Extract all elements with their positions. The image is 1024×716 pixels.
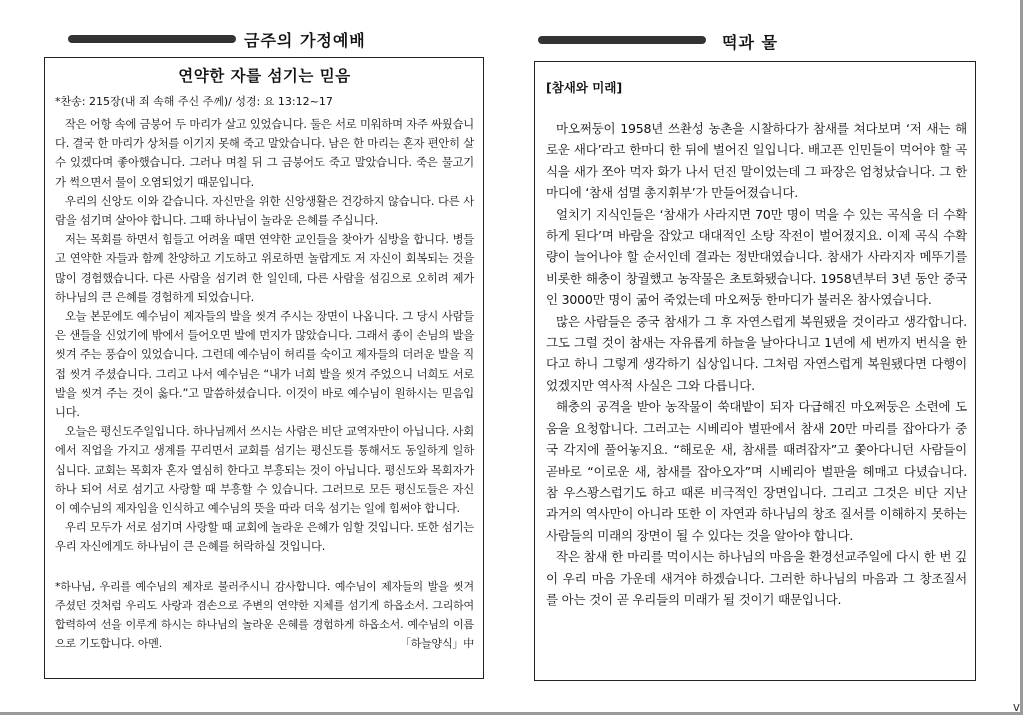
closing-prayer [55, 577, 474, 653]
paragraph: 얼치기 지식인들은 ‘참새가 사라지면 70만 명이 먹을 수 있는 곡식을 더 수확하게 된다’며 바람을 잡았고 대대적인 소탕 작전이 벌어졌지요. 이제 곡식 수확량이 늘어나야 할 순서인데 결과는 정반대였습니다. 참새가 사라지자 메뚜기를 비롯한 해충이 창궐했고 농작물은 초토화됐습니다. 1958년부터 3년 동안 중국인 3000만 명이 굶어 죽었는데 마오쩌둥 한마디가 불러온 참사였습니다. [546, 206, 967, 308]
paragraph: 우리의 신앙도 이와 같습니다. 자신만을 위한 신앙생활은 건강하지 않습니다. 다른 사람을 섬기며 살아야 합니다. 그때 하나님이 놀라운 은혜를 주십니다. [55, 194, 474, 228]
article-title: 연약한 자를 섬기는 믿음 [178, 67, 351, 85]
paragraph: 해충의 공격을 받아 농작물이 쑥대밭이 되자 다급해진 마오쩌둥은 소련에 도움을 요청합니다. 그러고는 시베리아 벌판에서 참새 20만 마리를 잡아다가 중국 각지에 풀어놓지요. “해로운 새, 참새를 때려잡자”고 쫓아다니던 사람들이 곧바로 “이로운 새, 참새를 잡아오자”며 시베리아 벌판을 헤매고 다녔습니다. 참 우스꽝스럽기도 하고 때론 비극적인 장면입니다. 그리고 그것은 비단 지난 과거의 역사만이 아니라 또한 이 자연과 하나님의 창조 질서를 이해하지 못하는 사람들의 미래의 장면이 될 수 있다는 것을 알아야 합니다. [546, 399, 967, 543]
paragraph: 오늘 본문에도 예수님이 제자들의 발을 씻겨 주시는 장면이 나옵니다. 그 당시 사람들은 샌들을 신었기에 밖에서 들어오면 발에 먼지가 많았습니다. 그래서 종이 손님의 발을 씻겨 주는 풍습이 있었습니다. 그런데 예수님이 허리를 숙이고 제자들의 더러운 발을 직접 씻겨 주셨습니다. 그리고 나서 예수님은 “내가 너희 발을 씻겨 주었으니 너희도 서로 발을 씻겨 주는 것이 옳다.”고 말씀하셨습니다. 이것이 바로 예수님이 원하시는 믿음입니다. [55, 310, 474, 420]
paragraph: 저는 목회를 하면서 힘들고 어려울 때면 연약한 교인들을 찾아가 심방을 합니다. 병들고 연약한 자들과 함께 찬양하고 기도하고 위로하면 놀랍게도 저 자신이 회복되는 것을 많이 경험했습니다. 다른 사람을 섬기려 한 일인데, 다른 사람을 섬김으로 오히려 제가 하나님의 큰 은혜를 경험하게 되었습니다. [55, 233, 474, 304]
bread-and-water-box [534, 61, 976, 681]
hymn-scripture-info: *찬송: 215장(내 죄 속해 주신 주께)/ 성경: 요 13:12~17 [55, 95, 333, 108]
corner-mark: v [1012, 700, 1020, 714]
prayer-text: *하나님, 우리를 예수님의 제자로 불러주시니 감사합니다. 예수님이 제자들의 발을 씻겨 주셨던 것처럼 우리도 사랑과 겸손으로 주변의 연약한 지체를 섬기게 하옵소서. 그리하여 합력하여 선을 이루게 하시는 하나님의 놀라운 은혜를 경험하게 하옵소서. 예수님의 이름으로 기도합니다. 아멘. [55, 579, 474, 650]
left-section-title: 금주의 가정예배 [244, 31, 366, 50]
paragraph: 작은 어항 속에 금붕어 두 마리가 살고 있었습니다. 둘은 서로 미워하며 자주 싸웠습니다. 결국 한 마리가 상처를 이기지 못해 죽고 말았습니다. 남은 한 마리는 혼자 편안히 살 수 있겠다며 좋아했습니다. 그러나 며칠 뒤 그 금붕어도 죽고 말았습니다. 죽은 물고기가 썩으면서 물이 오염되었기 때문입니다. [55, 118, 474, 189]
right-header-bar [538, 36, 706, 44]
source-credit: 「하늘양식」中 [399, 636, 474, 650]
family-worship-box [44, 57, 484, 679]
paragraph: 마오쩌둥이 1958년 쓰촨성 농촌을 시찰하다가 참새를 쳐다보며 ‘저 새는 해로운 새다’라고 한마디 한 뒤에 벌어진 일입니다. 배고픈 인민들이 먹어야 할 곡식을 새가 쪼아 먹자 화가 나서 던진 말이었는데 그 파장은 엄청났습니다. 그 한마디에 ‘참새 섬멸 총지휘부’가 만들어졌습니다. [546, 121, 967, 201]
paragraph: 많은 사람들은 중국 참새가 그 후 자연스럽게 복원됐을 것이라고 생각합니다. 그도 그럴 것이 참새는 자유롭게 하늘을 날아다니고 1년에 세 번까지 번식을 한다고 하니 그렇게 생각하기 십상입니다. 그처럼 자연스럽게 복원됐다면 다행이었겠지만 역사적 사실은 그와 다릅니다. [546, 313, 967, 393]
left-header-bar [68, 35, 236, 43]
right-section-title: 떡과 물 [722, 33, 778, 52]
paragraph: 오늘은 평신도주일입니다. 하나님께서 쓰시는 사람은 비단 교역자만이 아닙니다. 사회에서 직업을 가지고 생계를 꾸리면서 교회를 섬기는 평신도를 통해서도 동일하게 일하십니다. 교회는 목회자 혼자 열심히 한다고 부흥되는 것이 아닙니다. 평신도와 목회자가 하나 되어 서로 섬기고 사랑할 때 부흥할 수 있습니다. 그러므로 모든 평신도들은 자신이 예수님의 제자임을 인식하고 예수님의 뜻을 따라 더욱 섬기는 일에 힘써야 합니다. [55, 425, 474, 516]
paragraph: 작은 참새 한 마리를 먹이시는 하나님의 마음을 환경선교주일에 다시 한 번 깊이 우리 마음 가운데 새겨야 하겠습니다. 그러한 하나님의 마음과 그 창조질서를 아는 것이 곧 우리들의 미래가 될 것이기 때문입니다. [546, 549, 967, 607]
article-title: [참새와 미래] [546, 80, 623, 95]
paragraph: 우리 모두가 서로 섬기며 사랑할 때 교회에 놀라운 은혜가 임할 것입니다. 또한 섬기는 우리 자신에게도 하나님이 큰 은혜를 허락하실 것입니다. [55, 521, 474, 554]
